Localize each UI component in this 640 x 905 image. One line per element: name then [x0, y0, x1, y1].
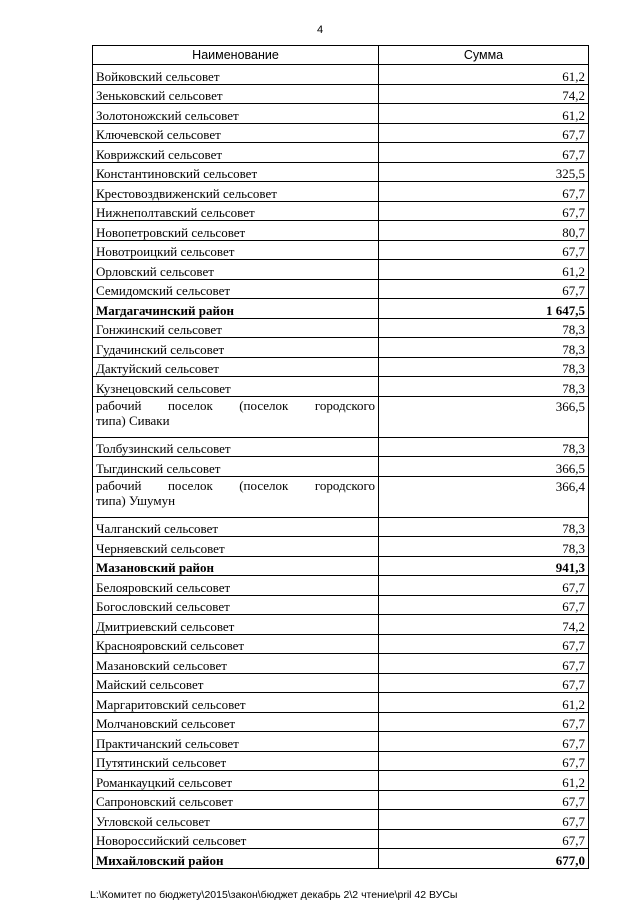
- table-row: [93, 357, 589, 377]
- row-name: Войковский сельсовет: [93, 65, 379, 85]
- row-sum: 67,7: [379, 634, 589, 654]
- row-sum: 78,3: [379, 437, 589, 457]
- row-sum: 78,3: [379, 338, 589, 358]
- row-name: Майский сельсовет: [93, 673, 379, 693]
- page-number: 4: [316, 24, 324, 36]
- row-name: Новороссийский сельсовет: [93, 829, 379, 849]
- district-total-row: [93, 849, 589, 869]
- table-row: [93, 712, 589, 732]
- row-sum: 61,2: [379, 104, 589, 124]
- table-row: [93, 437, 589, 457]
- row-name: Молчановский сельсовет: [93, 712, 379, 732]
- row-sum: 67,7: [379, 810, 589, 830]
- row-sum: 67,7: [379, 240, 589, 260]
- row-name: Угловской сельсовет: [93, 810, 379, 830]
- row-sum: 67,7: [379, 595, 589, 615]
- table-row: [93, 104, 589, 124]
- row-sum: 325,5: [379, 162, 589, 182]
- table-row: [93, 595, 589, 615]
- row-name: Чалганский сельсовет: [93, 517, 379, 537]
- row-name: Практичанский сельсовет: [93, 732, 379, 752]
- table-header-row: [93, 46, 589, 65]
- row-name-line1: рабочий поселок (поселок городского: [96, 477, 375, 493]
- row-name: Маргаритовский сельсовет: [93, 693, 379, 713]
- table-row: [93, 576, 589, 596]
- row-sum: 61,2: [379, 771, 589, 791]
- row-name-line2: типа) Сиваки: [96, 412, 170, 428]
- row-name: Краснояровский сельсовет: [93, 634, 379, 654]
- table-row: [93, 537, 589, 557]
- table-body: [93, 65, 589, 869]
- row-name: Тыгдинский сельсовет: [93, 457, 379, 477]
- table-row: [93, 693, 589, 713]
- row-name: Семидомский сельсовет: [93, 279, 379, 299]
- row-sum: 78,3: [379, 537, 589, 557]
- row-sum: 67,7: [379, 143, 589, 163]
- row-sum: 67,7: [379, 790, 589, 810]
- row-name: Крестовоздвиженский сельсовет: [93, 182, 379, 202]
- header-name: Наименование: [93, 46, 379, 65]
- row-sum: 941,3: [379, 556, 589, 576]
- table-row: [93, 396, 589, 437]
- row-name: Дактуйский сельсовет: [93, 357, 379, 377]
- row-sum: 67,7: [379, 654, 589, 674]
- row-sum: 1 647,5: [379, 299, 589, 319]
- row-name-line2: типа) Ушумун: [96, 492, 176, 508]
- table-row: [93, 318, 589, 338]
- row-name: [93, 476, 379, 517]
- row-sum: 366,4: [379, 476, 589, 517]
- row-name: Ключевской сельсовет: [93, 123, 379, 143]
- row-sum: 74,2: [379, 615, 589, 635]
- row-sum: 67,7: [379, 576, 589, 596]
- table-row: [93, 162, 589, 182]
- row-sum: 61,2: [379, 260, 589, 280]
- row-name: Гудачинский сельсовет: [93, 338, 379, 358]
- table-row: [93, 476, 589, 517]
- row-sum: 78,3: [379, 318, 589, 338]
- row-name: Путятинский сельсовет: [93, 751, 379, 771]
- row-sum: 67,7: [379, 751, 589, 771]
- row-sum: 67,7: [379, 732, 589, 752]
- row-sum: 366,5: [379, 457, 589, 477]
- row-sum: 74,2: [379, 84, 589, 104]
- row-name: Новотроицкий сельсовет: [93, 240, 379, 260]
- row-name: Коврижский сельсовет: [93, 143, 379, 163]
- table-row: [93, 634, 589, 654]
- row-sum: 67,7: [379, 673, 589, 693]
- table-row: [93, 143, 589, 163]
- row-sum: 67,7: [379, 279, 589, 299]
- row-name: Дмитриевский сельсовет: [93, 615, 379, 635]
- row-name: Зеньковский сельсовет: [93, 84, 379, 104]
- table-row: [93, 221, 589, 241]
- table-row: [93, 732, 589, 752]
- row-name: Мазановский район: [93, 556, 379, 576]
- row-name: Белояровский сельсовет: [93, 576, 379, 596]
- row-sum: 61,2: [379, 65, 589, 85]
- table-row: [93, 182, 589, 202]
- table-row: [93, 338, 589, 358]
- row-name: Сапроновский сельсовет: [93, 790, 379, 810]
- row-sum: 67,7: [379, 201, 589, 221]
- file-path-footer: L:\Комитет по бюджету\2015\закон\бюджет декабрь 2\2 чтение\pril 42 ВУСы: [90, 889, 458, 901]
- row-sum: 67,7: [379, 182, 589, 202]
- row-name: Мазановский сельсовет: [93, 654, 379, 674]
- table-row: [93, 240, 589, 260]
- table-row: [93, 673, 589, 693]
- table-row: [93, 84, 589, 104]
- table-row: [93, 260, 589, 280]
- row-name: Михайловский район: [93, 849, 379, 869]
- row-name-line1: рабочий поселок (поселок городского: [96, 397, 375, 413]
- row-sum: 78,3: [379, 377, 589, 397]
- row-name: Романкауцкий сельсовет: [93, 771, 379, 791]
- table-row: [93, 457, 589, 477]
- row-name: [93, 396, 379, 437]
- row-sum: 67,7: [379, 829, 589, 849]
- table-row: [93, 751, 589, 771]
- row-sum: 677,0: [379, 849, 589, 869]
- table-row: [93, 65, 589, 85]
- row-name: Золотоножский сельсовет: [93, 104, 379, 124]
- row-name: Кузнецовский сельсовет: [93, 377, 379, 397]
- row-sum: 61,2: [379, 693, 589, 713]
- row-sum: 67,7: [379, 123, 589, 143]
- table-row: [93, 279, 589, 299]
- table-row: [93, 377, 589, 397]
- budget-table: [92, 45, 589, 869]
- table-row: [93, 615, 589, 635]
- row-name: Новопетровский сельсовет: [93, 221, 379, 241]
- row-name: Гонжинский сельсовет: [93, 318, 379, 338]
- row-name: Нижнеполтавский сельсовет: [93, 201, 379, 221]
- table-row: [93, 790, 589, 810]
- row-name: Черняевский сельсовет: [93, 537, 379, 557]
- district-total-row: [93, 556, 589, 576]
- row-name: Богословский сельсовет: [93, 595, 379, 615]
- row-sum: 78,3: [379, 517, 589, 537]
- table-row: [93, 201, 589, 221]
- row-sum: 67,7: [379, 712, 589, 732]
- row-name: Орловский сельсовет: [93, 260, 379, 280]
- district-total-row: [93, 299, 589, 319]
- table-row: [93, 517, 589, 537]
- row-sum: 366,5: [379, 396, 589, 437]
- row-sum: 78,3: [379, 357, 589, 377]
- row-name: Толбузинский сельсовет: [93, 437, 379, 457]
- table-row: [93, 771, 589, 791]
- row-name: Константиновский сельсовет: [93, 162, 379, 182]
- row-name: Магдагачинский район: [93, 299, 379, 319]
- table-row: [93, 654, 589, 674]
- row-sum: 80,7: [379, 221, 589, 241]
- header-sum: Сумма: [379, 46, 589, 65]
- table-row: [93, 123, 589, 143]
- table-row: [93, 829, 589, 849]
- table-row: [93, 810, 589, 830]
